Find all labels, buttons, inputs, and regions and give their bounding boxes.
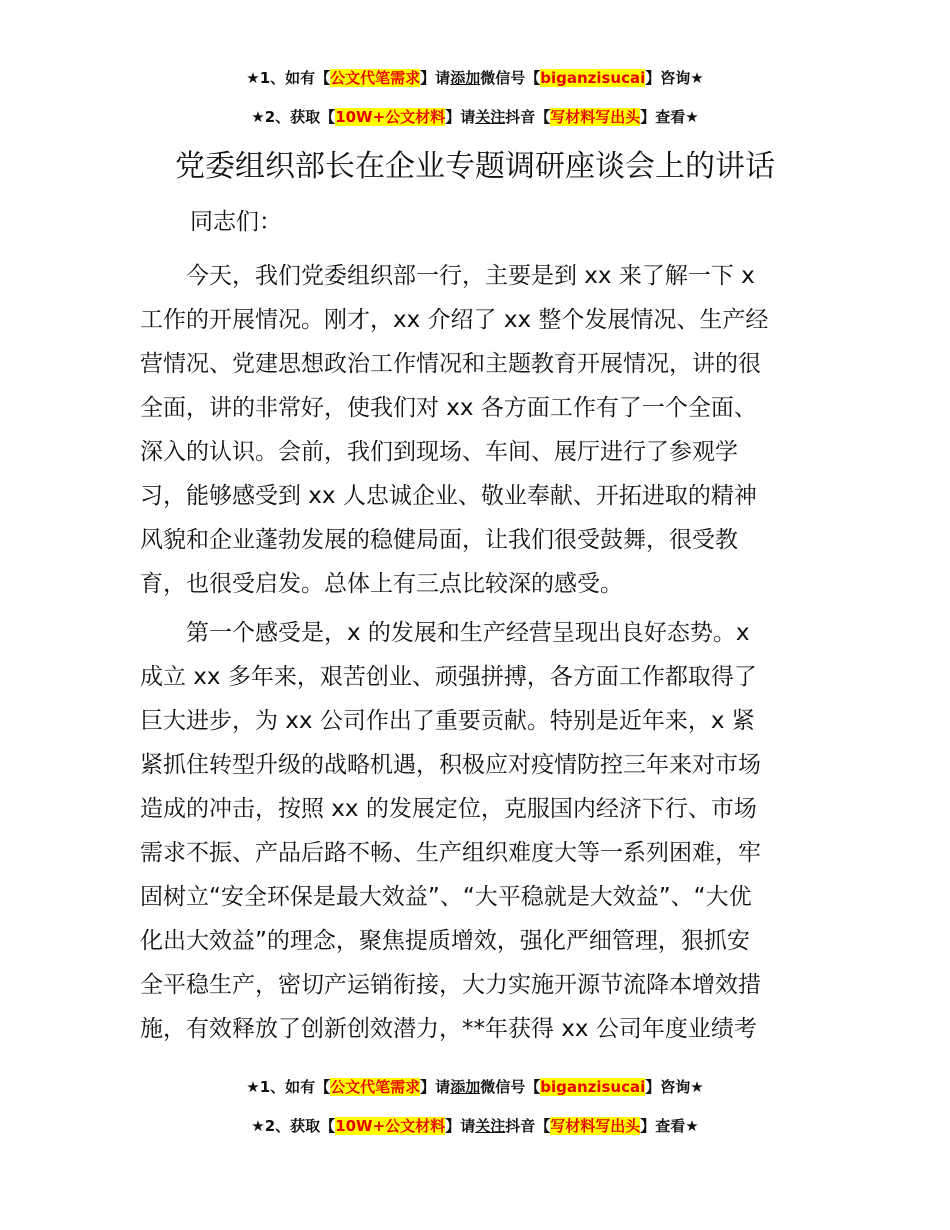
- promo-text: 微信号【: [480, 69, 541, 87]
- text-line: 化出大效益”的理念，聚焦提质增效，强化严细管理，狠抓安: [140, 928, 750, 954]
- promo-prefix: ★1、如有【: [246, 69, 331, 87]
- document-title: 党委组织部长在企业专题调研座谈会上的讲话: [175, 149, 775, 184]
- footer-promo-line-2: [0, 1114, 950, 1138]
- promo-suffix: 】咨询★: [645, 69, 704, 87]
- promo-text: 抖音【: [505, 108, 551, 126]
- promo-suffix: 】查看★: [640, 1117, 699, 1135]
- text-line: 成立 xx 多年来，艰苦创业、顽强拼搏，各方面工作都取得了: [140, 664, 757, 690]
- promo-highlight-materials: 10W+公文材料: [335, 1117, 446, 1135]
- promo-highlight-douyin-id: 写材料写出头: [550, 1117, 641, 1135]
- promo-underlined-add: 添加: [450, 1078, 481, 1096]
- promo-text: 】请: [420, 1078, 451, 1096]
- promo-prefix: ★2、获取【: [251, 108, 336, 126]
- promo-highlight-douyin-id: 写材料写出头: [550, 108, 641, 126]
- text-line: 深入的认识。会前，我们到现场、车间、展厅进行了参观学: [140, 439, 738, 465]
- promo-underlined-follow: 关注: [475, 108, 506, 126]
- promo-text: 抖音【: [505, 1117, 551, 1135]
- text-line: 巨大进步，为 xx 公司作出了重要贡献。特别是近年来，x 紧: [140, 708, 755, 734]
- salutation: 同志们：: [190, 209, 282, 235]
- promo-suffix: 】查看★: [640, 108, 699, 126]
- footer-promo-line-1: [0, 1075, 950, 1099]
- promo-underlined-follow: 关注: [475, 1117, 506, 1135]
- text-line: 工作的开展情况。刚才，xx 介绍了 xx 整个发展情况、生产经: [140, 307, 769, 333]
- text-line: 全平稳生产，密切产运销衔接，大力实施开源节流降本增效措: [140, 972, 761, 998]
- header-promo-line-1: [0, 66, 950, 90]
- promo-highlight-ghostwriting: 公文代笔需求: [330, 1078, 421, 1096]
- promo-suffix: 】咨询★: [645, 1078, 704, 1096]
- paragraph-1: [140, 254, 820, 606]
- text-line: 全面，讲的非常好，使我们对 xx 各方面工作有了一个全面、: [140, 395, 757, 421]
- header-promo-line-2: [0, 105, 950, 129]
- promo-highlight-materials: 10W+公文材料: [335, 108, 446, 126]
- promo-prefix: ★2、获取【: [251, 1117, 336, 1135]
- promo-text: 】请: [420, 69, 451, 87]
- text-line: 紧抓住转型升级的战略机遇，积极应对疫情防控三年来对市场: [140, 752, 761, 778]
- promo-highlight-wechat-id: biganzisucai: [540, 69, 646, 87]
- text-line: 习，能够感受到 xx 人忠诚企业、敬业奉献、开拓进取的精神: [140, 483, 757, 509]
- promo-text: 微信号【: [480, 1078, 541, 1096]
- promo-text: 】请: [445, 1117, 476, 1135]
- promo-text: 】请: [445, 108, 476, 126]
- text-line: 需求不振、产品后路不畅、生产组织难度大等一系列困难，牢: [140, 840, 761, 866]
- text-line: 营情况、党建思想政治工作情况和主题教育开展情况，讲的很: [140, 351, 761, 377]
- text-line: 风貌和企业蓬勃发展的稳健局面，让我们很受鼓舞，很受教: [140, 527, 738, 553]
- text-line: 固树立“安全环保是最大效益”、“大平稳就是大效益”、“大优: [140, 884, 752, 910]
- promo-underlined-add: 添加: [450, 69, 481, 87]
- promo-prefix: ★1、如有【: [246, 1078, 331, 1096]
- text-line: 施，有效释放了创新创效潜力，**年获得 xx 公司年度业绩考: [140, 1016, 757, 1042]
- text-line: 今天，我们党委组织部一行，主要是到 xx 来了解一下 x: [140, 263, 755, 289]
- text-line: 第一个感受是，x 的发展和生产经营呈现出良好态势。x: [140, 620, 750, 646]
- text-line: 造成的冲击，按照 xx 的发展定位，克服国内经济下行、市场: [140, 796, 757, 822]
- promo-highlight-wechat-id: biganzisucai: [540, 1078, 646, 1096]
- promo-highlight-ghostwriting: 公文代笔需求: [330, 69, 421, 87]
- paragraph-2: [140, 611, 820, 1051]
- text-line: 育，也很受启发。总体上有三点比较深的感受。: [140, 571, 623, 597]
